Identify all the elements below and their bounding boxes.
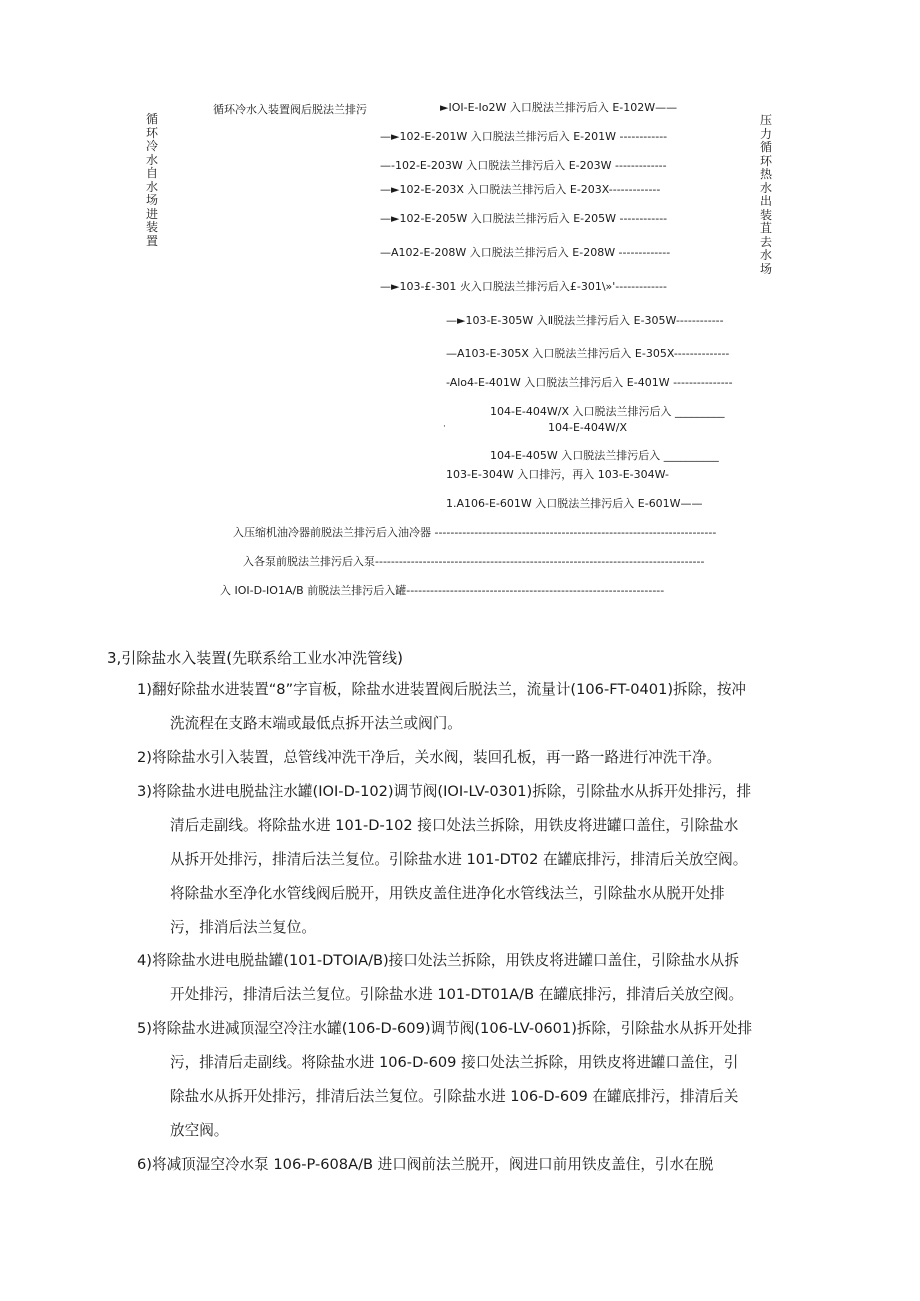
paragraph-line: 将除盐水至净化水管线阀后脱开，用铁皮盖住进净化水管线法兰，引除盐水从脱开处排 (170, 885, 725, 902)
flow-line: —-102-E-203W 入口脱法兰排污后入 E-203W ------------- (380, 159, 667, 172)
paragraph-line: 2)将除盐水引入装置，总管线冲洗干净后，关水阀，装回孔板，再一路一路进行冲洗干净。 (137, 749, 722, 766)
paragraph-line: 放空阀。 (170, 1122, 229, 1139)
paragraph-line: 4)将除盐水进电脱盐罐(101-DTOIA/B)接口处法兰拆除，用铁皮将进罐口盖住，引除盐水从拆 (137, 952, 739, 969)
paragraph-item-4 (137, 944, 743, 1012)
paragraph-line: 清后走副线。将除盐水进 101-D-102 接口处法兰拆除，用铁皮将进罐口盖住，引除盐水 (170, 817, 739, 834)
flow-line: 103-E-304W 入口排污，再入 103-E-304W- (446, 468, 670, 481)
paragraph-line: 洗流程在支路末端或最低点拆开法兰或阀门。 (170, 715, 462, 732)
paragraph-line: 污，排清后走副线。将除盐水进 106-D-609 接口处法兰拆除，用铁皮将进罐口盖住，引 (170, 1054, 739, 1071)
paragraph-line: 污，排消后法兰复位。 (170, 919, 316, 936)
paragraph-line: 除盐水从拆开处排污，排清后法兰复位。引除盐水进 106-D-609 在罐底排污，排清后关 (170, 1088, 739, 1105)
paragraph-line: 6)将减顶湿空冷水泵 106-P-608A/B 进口阀前法兰脱开，阀进口前用铁皮盖住，引水在脱 (137, 1156, 714, 1173)
diagram-header: 循环冷水入装置阀后脱法兰排污 (213, 103, 367, 116)
flow-line: —►103-£-301 火入口脱法兰排污后入£-301\»'------------- (380, 280, 667, 293)
flow-line: -Alo4-E-401W 入口脱法兰排污后入 E-401W --------------- (446, 376, 733, 389)
flow-line: —►102-E-203X 入口脱法兰排污后入 E-203X------------- (380, 183, 661, 196)
flow-line: 104-E-404W/X (548, 421, 627, 434)
flow-line: 入 IOI-D-IO1A/B 前脱法兰排污后入罐----------------------------------------------------------------- (220, 584, 665, 597)
left-vertical-label: 循环冷水自水场进装置 (145, 112, 158, 248)
paragraph-item-6 (137, 1148, 713, 1182)
flow-line: 104-E-405W 入口脱法兰排污后入 __________ (490, 449, 719, 462)
flow-line: 1.A106-E-601W 入口脱法兰排污后入 E-601W—— (446, 497, 703, 510)
flow-line: ►IOI-E-Io2W 入口脱法兰排污后入 E-102W—— (440, 101, 678, 114)
flow-line: —A102-E-208W 入口脱法兰排污后入 E-208W ------------- (380, 246, 671, 259)
flow-line: 104-E-404W/X 入口脱法兰排污后入 _________ (490, 405, 725, 418)
paragraph-item-5 (137, 1012, 752, 1148)
paragraph-line: 从拆开处排污，排清后法兰复位。引除盐水进 101-DT02 在罐底排污，排清后关放空阀。 (170, 851, 748, 868)
paragraph-line: 3)将除盐水进电脱盐注水罐(IOI-D-102)调节阀(IOI-LV-0301)拆除，引除盐水从拆开处排污，排 (137, 783, 752, 800)
paragraph-item-2 (137, 741, 721, 775)
flow-line: —A103-E-305X 入口脱法兰排污后入 E-305X-------------- (446, 347, 730, 360)
section-title: 3,引除盐水入装置(先联系给工业水冲洗管线) (107, 649, 404, 667)
paragraph-line: 5)将除盐水进减顶湿空冷注水罐(106-D-609)调节阀(106-LV-0601)拆除，引除盐水从拆开处排 (137, 1020, 753, 1037)
flow-line: 入各泵前脱法兰排污后入泵----------------------------------------------------------------------------------- (243, 555, 705, 568)
stray-dot: · (443, 422, 446, 432)
flow-line: —►103-E-305W 入Ⅱ脱法兰排污后入 E-305W------------ (446, 314, 724, 327)
right-vertical-label: 压力循环热水出装苴去水场 (759, 113, 772, 276)
paragraph-line: 开处排污，排清后法兰复位。引除盐水进 101-DT01A/B 在罐底排污，排清后关放空阀。 (170, 986, 744, 1003)
flow-line: —►102-E-201W 入口脱法兰排污后入 E-201W ------------ (380, 130, 668, 143)
flow-line: 入压缩机油冷器前脱法兰排污后入油冷器 ----------------------------------------------------------------------- (233, 526, 717, 539)
paragraph-item-3 (137, 775, 751, 945)
paragraph-item-1 (137, 673, 746, 741)
paragraph-line: 1)翻好除盐水进装置“8”字盲板，除盐水进装置阀后脱法兰，流量计(106-FT-0401)拆除，按冲 (137, 681, 747, 698)
flow-line: —►102-E-205W 入口脱法兰排污后入 E-205W ------------ (380, 212, 668, 225)
